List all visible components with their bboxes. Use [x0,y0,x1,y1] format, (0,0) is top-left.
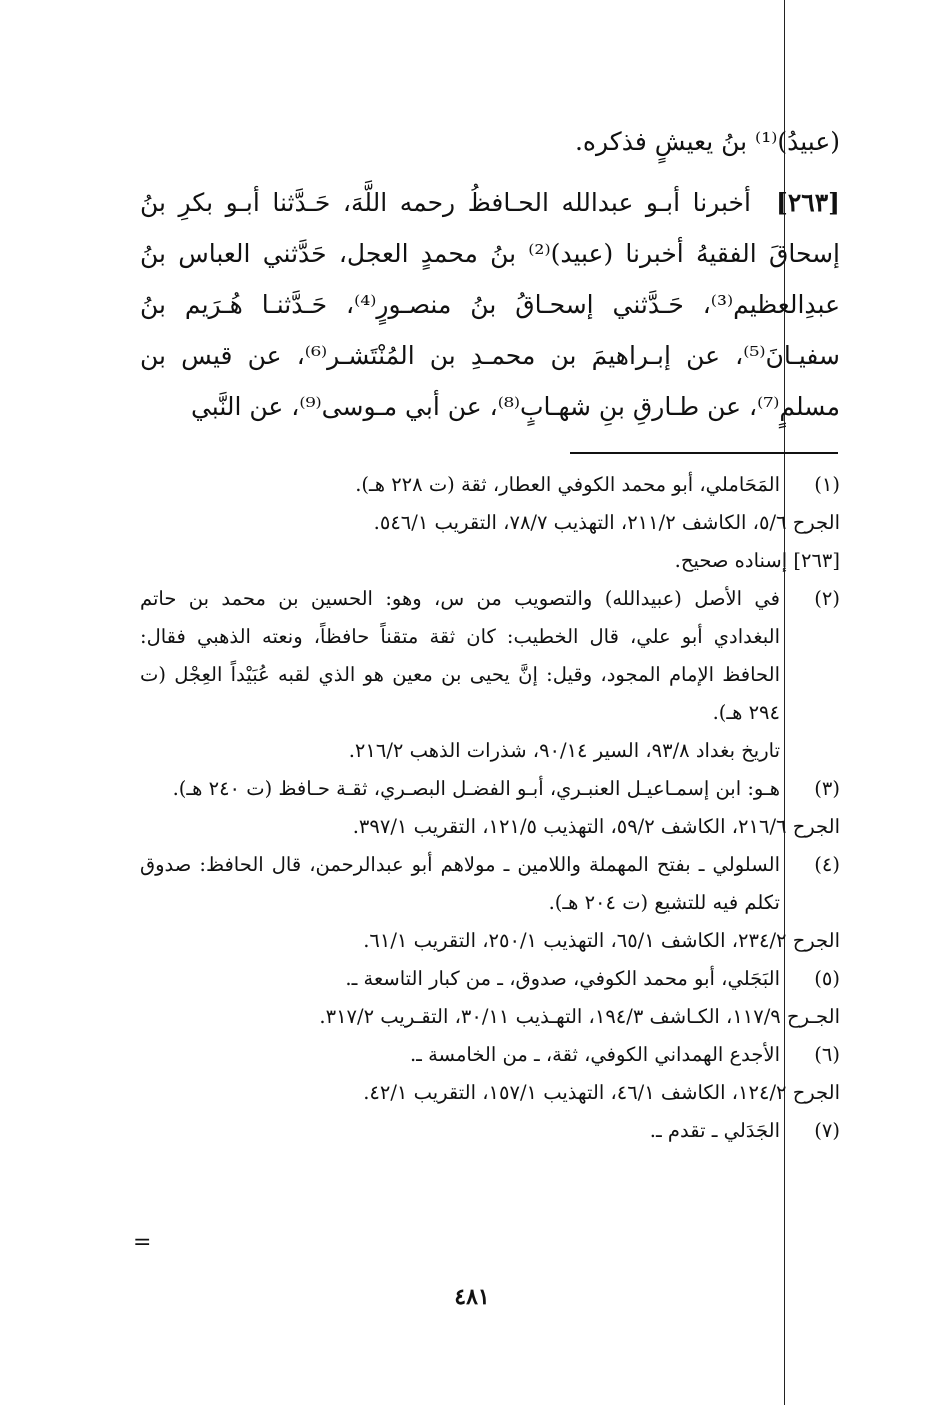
footnote-separator [570,452,838,454]
footnote-line: الأجدع الهمداني الكوفي، ثقة، ـ من الخامسة ـ. [409,1043,780,1066]
footnote-line: تاريخ بغداد ٩٣/٨، السير ٩٠/١٤، شذرات الذهب ٢١٦/٢. [348,739,780,762]
footnote-line: البَجَلي، أبو محمد الكوفي، صدوق، ـ من كبار التاسعة ـ. [345,967,780,990]
page-number: ٤٨١ [454,1284,490,1310]
hadith-number: [٢٦٣] [776,188,840,217]
footnote-line: السلولي ـ بفتح المهملة واللامين ـ مولاهم أبو عبدالرحمن، قال الحافظ: صدوق تكلم فيه للتشيع (ت ٢٠٤ هـ). [140,853,780,914]
footnote-body [140,1036,780,1074]
footnote-line: هـو: ابن إسمـاعيـل العنبـري، أبـو الفضـل البصـري، ثقـة حـافظ (ت ٢٤٠ هـ). [172,777,780,800]
footnote-1 [140,466,840,504]
footnote-body [140,1112,780,1150]
footnote-body [140,770,780,808]
footnote-body [140,846,780,922]
footnote-number: (٦) [814,1043,840,1066]
footnote-number: (١) [814,473,840,496]
footnote-number: (٣) [814,777,840,800]
footnotes [140,466,840,1150]
footnote-number: (٥) [814,967,840,990]
footnote-3 [140,770,840,808]
footnote-3-refs: الجرح ٢١٦/٦، الكاشف ٥٩/٢، التهذيب ١٢١/٥، التقريب ٣٩٧/١. [352,815,840,838]
footnote-7 [140,1112,840,1150]
footnote-line: الجَدَلي ـ تقدم ـ. [649,1119,780,1142]
footnote-body [140,466,780,504]
footnote-number: (٢) [814,587,840,610]
continuation-mark: = [133,1230,152,1255]
footnote-5-refs: الجـرح ١١٧/٩، الكـاشف ١٩٤/٣، التهـذيب ٣٠/١١، التقـريب ٣١٧/٢. [319,1005,840,1028]
footnote-body [140,960,780,998]
header-line [140,116,840,167]
footnote-line: المَحَاملي، أبو محمد الكوفي العطار، ثقة (ت ٢٢٨ هـ). [355,473,780,496]
footnote-2 [140,580,840,770]
footnote-body [140,580,780,770]
footnote-5 [140,960,840,998]
footnote-6 [140,1036,840,1074]
hadith-block [140,177,840,432]
hadith-text: أخبرنا أبـو عبدالله الحـافظُ رحمه اللَّهَ، حَـدَّثنا أبـو بكرِ بنُ إسحاقَ الفقيهُ أخبرنا (عبيد)⁽²⁾ بنُ محمدٍ العجل، حَدَّثني العباس بنُ عبدِالعظيم⁽³⁾، حَـدَّثني إسحـاقُ بنُ منصـورٍ⁽⁴⁾، حَـدَّثنـا هُـرَيم بنُ سفيـانَ⁽⁵⁾، عن إبـراهيمَ بن محمـدِ بن المُنْتَشـر⁽⁶⁾، عن قيس بن مسلمٍ⁽⁷⁾، عن طـارقِ بنِ شهـابٍ⁽⁸⁾، عن أبي مـوسى⁽⁹⁾، عن النَّبي [140,188,841,421]
header-text: (عبيدُ)⁽¹⁾ بنُ يعيشٍ فذكره. [574,127,840,156]
hadith-paragraph [140,177,840,432]
footnote-number: (٤) [814,853,840,876]
footnote-number: (٧) [814,1119,840,1142]
footnote-1-refs: الجرح ٥/٦، الكاشف ٢١١/٢، التهذيب ٧٨/٧، التقريب ٥٤٦/١. [373,511,840,534]
footnote-6-refs: الجرح ١٢٤/٢، الكاشف ٤٦/١، التهذيب ١٥٧/١، التقريب ٤٢/١. [363,1081,840,1104]
isnad-grade-note: [٢٦٣] إسناده صحيح. [674,549,840,572]
footnote-4-refs: الجرح ٢٣٤/٢، الكاشف ٦٥/١، التهذيب ٢٥٠/١، التقريب ٦١/١. [363,929,840,952]
footnote-line: في الأصل (عبيدالله) والتصويب من س، وهو: الحسين بن محمد بن حاتم البغدادي أبو علي، قال الخطيب: كان ثقة متقناً حافظاً، ونعته الذهبي فقال: الحافظ الإمام المجود، وقيل: إنَّ يحيى بن معين هو الذي لقبه عُبَيْداً العِجْل (ت ٢٩٤ هـ). [140,587,780,724]
footnote-4 [140,846,840,922]
